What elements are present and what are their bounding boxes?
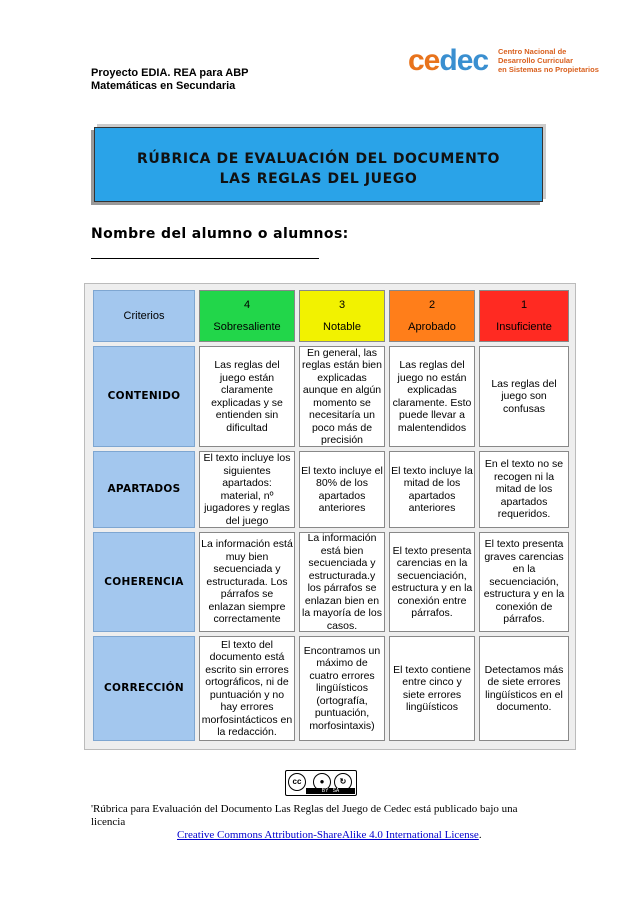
- share-alike-icon: ↻: [334, 773, 352, 791]
- rubric-cell: El texto presenta graves carencias en la secuenciación, estructura y en la conexión de párrafos.: [479, 532, 569, 632]
- cc-license-badge[interactable]: [285, 770, 357, 796]
- level-header-3: 3 Notable: [299, 290, 385, 342]
- project-header: [91, 67, 249, 93]
- student-name-label: Nombre del alumno o alumnos:: [91, 226, 349, 242]
- rubric-cell: La información está muy bien secuenciada y estructurada. Los párrafos se enlazan siempre correctamente: [199, 532, 295, 632]
- level-header-4: 4 Sobresaliente: [199, 290, 295, 342]
- student-name-line: [91, 258, 319, 259]
- rubric-cell: Las reglas del juego son confusas: [479, 346, 569, 447]
- level-header-2: 2 Aprobado: [389, 290, 475, 342]
- rubric-cell: El texto presenta carencias en la secuenciación, estructura y en la conexión entre párrafos.: [389, 532, 475, 632]
- logo-word-ce: ce: [408, 44, 440, 77]
- rubric-cell: Las reglas del juego no están explicadas claramente. Esto puede llevar a malentendidos: [389, 346, 475, 447]
- criterion-coherencia: COHERENCIA: [93, 532, 195, 632]
- document-title-box: [94, 127, 543, 202]
- badge-label: BY SA: [306, 788, 355, 794]
- rubric-cell: En general, las reglas están bien explicadas aunque en algún momento se necesitaría un poco más de precisión: [299, 346, 385, 447]
- license-notice: 'Rúbrica para Evaluación del Documento Las Reglas del Juego de Cedec está publicado bajo una licencia Creative Commons Attribution-ShareAlike 4.0 International License.: [91, 803, 518, 841]
- project-subject: Matemáticas en Secundaria: [91, 80, 236, 92]
- rubric-cell: Las reglas del juego están claramente explicadas y se entienden sin dificultad: [199, 346, 295, 447]
- level-header-1: 1 Insuficiente: [479, 290, 569, 342]
- rubric-cell: El texto incluye el 80% de los apartados anteriores: [299, 451, 385, 528]
- license-link[interactable]: Creative Commons Attribution-ShareAlike 4.0 International License: [177, 829, 479, 841]
- criterion-correccion: CORRECCIÓN: [93, 636, 195, 741]
- rubric-cell: Encontramos un máximo de cuatro errores lingüísticos (ortografía, puntuación, morfosintaxis): [299, 636, 385, 741]
- criterion-contenido: CONTENIDO: [93, 346, 195, 447]
- project-name: Proyecto EDIA. REA para ABP: [91, 67, 249, 79]
- criterion-apartados: APARTADOS: [93, 451, 195, 528]
- rubric-table: [84, 283, 576, 750]
- rubric-cell: El texto contiene entre cinco y siete errores lingüísticos: [389, 636, 475, 741]
- rubric-cell: En el texto no se recogen ni la mitad de los apartados requeridos.: [479, 451, 569, 528]
- rubric-cell: El texto incluye la mitad de los apartados anteriores: [389, 451, 475, 528]
- license-text: 'Rúbrica para Evaluación del Documento Las Reglas del Juego de Cedec está publicado bajo una licencia: [91, 803, 518, 828]
- cc-icon: cc: [288, 773, 306, 791]
- rubric-cell: El texto del documento está escrito sin errores ortográficos, ni de puntuación y no hay errores morfosintácticos en la redacción.: [199, 636, 295, 741]
- rubric-cell: La información está bien secuenciada y estructurada.y los párrafos se enlazan bien en la mayoría de los casos.: [299, 532, 385, 632]
- rubric-cell: El texto incluye los siguientes apartados: material, nº jugadores y reglas del juego: [199, 451, 295, 528]
- logo-caption: Centro Nacional de Desarrollo Curricular en Sistemas no Propietarios: [498, 47, 599, 74]
- logo-word-dec: dec: [439, 44, 489, 77]
- cedec-logo: [408, 44, 608, 80]
- attribution-icon: ●: [313, 773, 331, 791]
- criteria-header: Criterios: [93, 290, 195, 342]
- rubric-cell: Detectamos más de siete errores lingüísticos en el documento.: [479, 636, 569, 741]
- document-title: RÚBRICA DE EVALUACIÓN DEL DOCUMENTO LAS REGLAS DEL JUEGO: [136, 151, 501, 187]
